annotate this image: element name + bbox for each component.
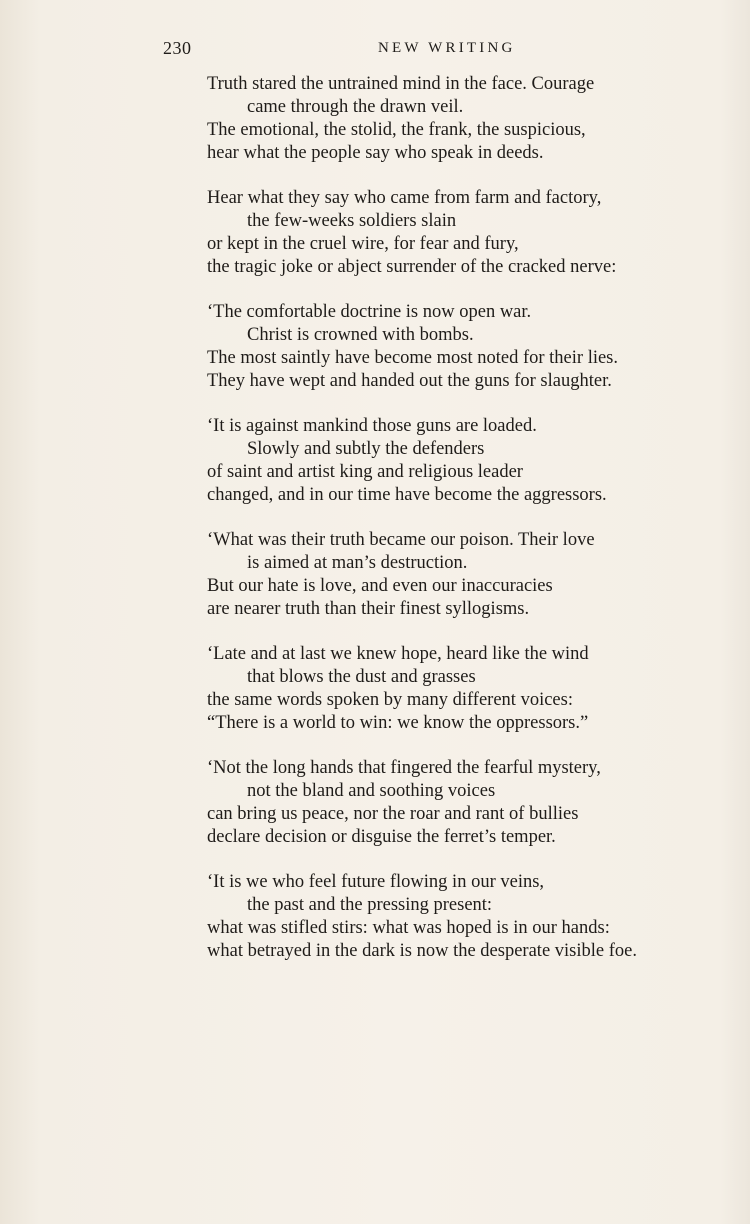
poem-line: the past and the pressing present:: [247, 895, 493, 915]
stanza: [207, 529, 727, 621]
poem-line: what was stifled stirs: what was hoped is in our hands:: [207, 918, 610, 938]
poem-body: [207, 73, 727, 985]
poem-line: Truth stared the untrained mind in the face. Courage: [207, 74, 595, 94]
page-header: [163, 38, 703, 62]
stanza: [207, 643, 727, 735]
poem-line: not the bland and soothing voices: [247, 781, 496, 801]
poem-line: of saint and artist king and religious leader: [207, 462, 523, 482]
poem-line: declare decision or disguise the ferret’s temper.: [207, 827, 556, 847]
poem-line: is aimed at man’s destruction.: [247, 553, 468, 573]
poem-line: Hear what they say who came from farm and factory,: [207, 188, 602, 208]
poem-line: But our hate is love, and even our inaccuracies: [207, 576, 553, 596]
stanza: [207, 73, 727, 165]
poem-line: ‘Late and at last we knew hope, heard like the wind: [207, 644, 589, 664]
poem-line: changed, and in our time have become the aggressors.: [207, 485, 607, 505]
poem-line: or kept in the cruel wire, for fear and fury,: [207, 234, 519, 254]
page-number: 230: [163, 38, 192, 58]
poem-line: “There is a world to win: we know the oppressors.”: [207, 713, 589, 733]
poem-line: the few-weeks soldiers slain: [247, 211, 457, 231]
poem-line: Slowly and subtly the defenders: [247, 439, 485, 459]
stanza: [207, 301, 727, 393]
poem-line: the tragic joke or abject surrender of the cracked nerve:: [207, 257, 617, 277]
stanza: [207, 871, 727, 963]
poem-line: Christ is crowned with bombs.: [247, 325, 474, 345]
poem-line: ‘The comfortable doctrine is now open war.: [207, 302, 532, 322]
poem-line: The most saintly have become most noted for their lies.: [207, 348, 619, 368]
poem-line: ‘What was their truth became our poison. Their love: [207, 530, 595, 550]
poem-line: The emotional, the stolid, the frank, the suspicious,: [207, 120, 586, 140]
running-title: NEW WRITING: [378, 40, 516, 56]
poem-line: hear what the people say who speak in deeds.: [207, 143, 544, 163]
stanza: [207, 187, 727, 279]
poem-line: came through the drawn veil.: [247, 97, 464, 117]
poem-line: can bring us peace, nor the roar and rant of bullies: [207, 804, 579, 824]
poem-line: that blows the dust and grasses: [247, 667, 476, 687]
poem-line: are nearer truth than their finest syllogisms.: [207, 599, 530, 619]
poem-line: the same words spoken by many different voices:: [207, 690, 573, 710]
poem-line: ‘Not the long hands that fingered the fearful mystery,: [207, 758, 601, 778]
poem-line: what betrayed in the dark is now the desperate visible foe.: [207, 941, 637, 961]
poem-line: They have wept and handed out the guns for slaughter.: [207, 371, 612, 391]
poem-line: ‘It is we who feel future flowing in our veins,: [207, 872, 545, 892]
stanza: [207, 415, 727, 507]
poem-line: ‘It is against mankind those guns are loaded.: [207, 416, 537, 436]
stanza: [207, 757, 727, 849]
